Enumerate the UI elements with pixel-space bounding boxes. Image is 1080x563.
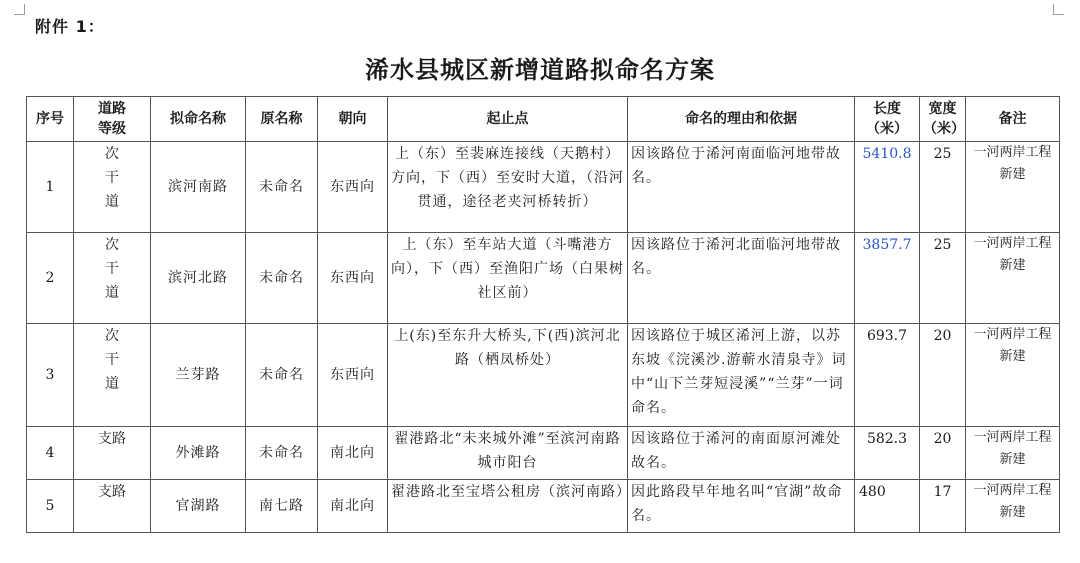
cell-grade: 支路	[74, 427, 151, 480]
cell-original-name: 未命名	[246, 427, 318, 480]
table-row	[27, 324, 1060, 427]
cell-start-end: 翟港路北至宝塔公租房（滨河南路）	[388, 480, 628, 533]
corner-mark-right	[1053, 4, 1064, 15]
cell-note: 一河两岸工程新建	[966, 142, 1060, 233]
cell-reason: 因该路位于浠河南面临河地带故名。	[628, 142, 855, 233]
cell-note: 一河两岸工程新建	[966, 233, 1060, 324]
road-naming-table	[26, 96, 1060, 533]
table-header-row	[27, 97, 1060, 142]
document-title: 浠水县城区新增道路拟命名方案	[365, 56, 715, 84]
cell-length: 582.3	[855, 427, 920, 480]
header-direction: 朝向	[318, 97, 388, 142]
cell-original-name: 南七路	[246, 480, 318, 533]
cell-reason: 因该路位于浠河北面临河地带故名。	[628, 233, 855, 324]
cell-direction: 东西向	[318, 233, 388, 324]
cell-direction: 东西向	[318, 142, 388, 233]
cell-width: 25	[920, 233, 966, 324]
cell-original-name: 未命名	[246, 142, 318, 233]
cell-note: 一河两岸工程新建	[966, 480, 1060, 533]
header-no: 序号	[27, 97, 74, 142]
cell-no: 2	[27, 233, 74, 324]
cell-note: 一河两岸工程新建	[966, 427, 1060, 480]
cell-width: 20	[920, 427, 966, 480]
cell-direction: 南北向	[318, 480, 388, 533]
header-grade: 道路 等级	[74, 97, 151, 142]
cell-width: 25	[920, 142, 966, 233]
cell-grade: 次 干 道	[74, 324, 151, 427]
cell-start-end: 上（东）至车站大道（斗嘴港方向），下（西）至渔阳广场（白果树社区前）	[388, 233, 628, 324]
header-note: 备注	[966, 97, 1060, 142]
cell-note: 一河两岸工程新建	[966, 324, 1060, 427]
cell-no: 3	[27, 324, 74, 427]
corner-mark-left	[14, 4, 25, 15]
header-length: 长度 （米）	[855, 97, 920, 142]
header-start-end: 起止点	[388, 97, 628, 142]
header-original-name: 原名称	[246, 97, 318, 142]
cell-start-end: 上(东)至东升大桥头,下(西)滨河北路（栖凤桥处）	[388, 324, 628, 427]
cell-original-name: 未命名	[246, 324, 318, 427]
table-row	[27, 142, 1060, 233]
cell-grade: 支路	[74, 480, 151, 533]
attachment-label: 附件 1：	[35, 17, 105, 36]
header-proposed-name: 拟命名称	[151, 97, 246, 142]
cell-direction: 南北向	[318, 427, 388, 480]
cell-no: 1	[27, 142, 74, 233]
cell-start-end: 翟港路北“未来城外滩”至滨河南路城市阳台	[388, 427, 628, 480]
cell-length: 480	[855, 480, 920, 533]
cell-proposed-name: 外滩路	[151, 427, 246, 480]
header-reason: 命名的理由和依据	[628, 97, 855, 142]
cell-proposed-name: 滨河南路	[151, 142, 246, 233]
cell-direction: 东西向	[318, 324, 388, 427]
cell-length: 693.7	[855, 324, 920, 427]
cell-proposed-name: 兰芽路	[151, 324, 246, 427]
cell-no: 4	[27, 427, 74, 480]
cell-proposed-name: 官湖路	[151, 480, 246, 533]
cell-reason: 因该路位于浠河的南面原河滩处故名。	[628, 427, 855, 480]
table-row	[27, 233, 1060, 324]
cell-grade: 次 干 道	[74, 233, 151, 324]
cell-length-link[interactable]: 3857.7	[855, 233, 920, 324]
cell-original-name: 未命名	[246, 233, 318, 324]
table-row	[27, 427, 1060, 480]
cell-grade: 次 干 道	[74, 142, 151, 233]
header-width: 宽度 （米）	[920, 97, 966, 142]
cell-length-link[interactable]: 5410.8	[855, 142, 920, 233]
cell-width: 20	[920, 324, 966, 427]
cell-proposed-name: 滨河北路	[151, 233, 246, 324]
table-row	[27, 480, 1060, 533]
cell-start-end: 上（东）至裴麻连接线（天鹅村）方向，下（西）至安时大道，（沿河贯通，途径老夹河桥转折）	[388, 142, 628, 233]
cell-reason: 因此路段早年地名叫“官湖”故命名。	[628, 480, 855, 533]
cell-reason: 因该路位于城区浠河上游，以苏东坡《浣溪沙.游蕲水清泉寺》词中“山下兰芽短浸溪”“兰芽”一词命名。	[628, 324, 855, 427]
cell-width: 17	[920, 480, 966, 533]
cell-no: 5	[27, 480, 74, 533]
